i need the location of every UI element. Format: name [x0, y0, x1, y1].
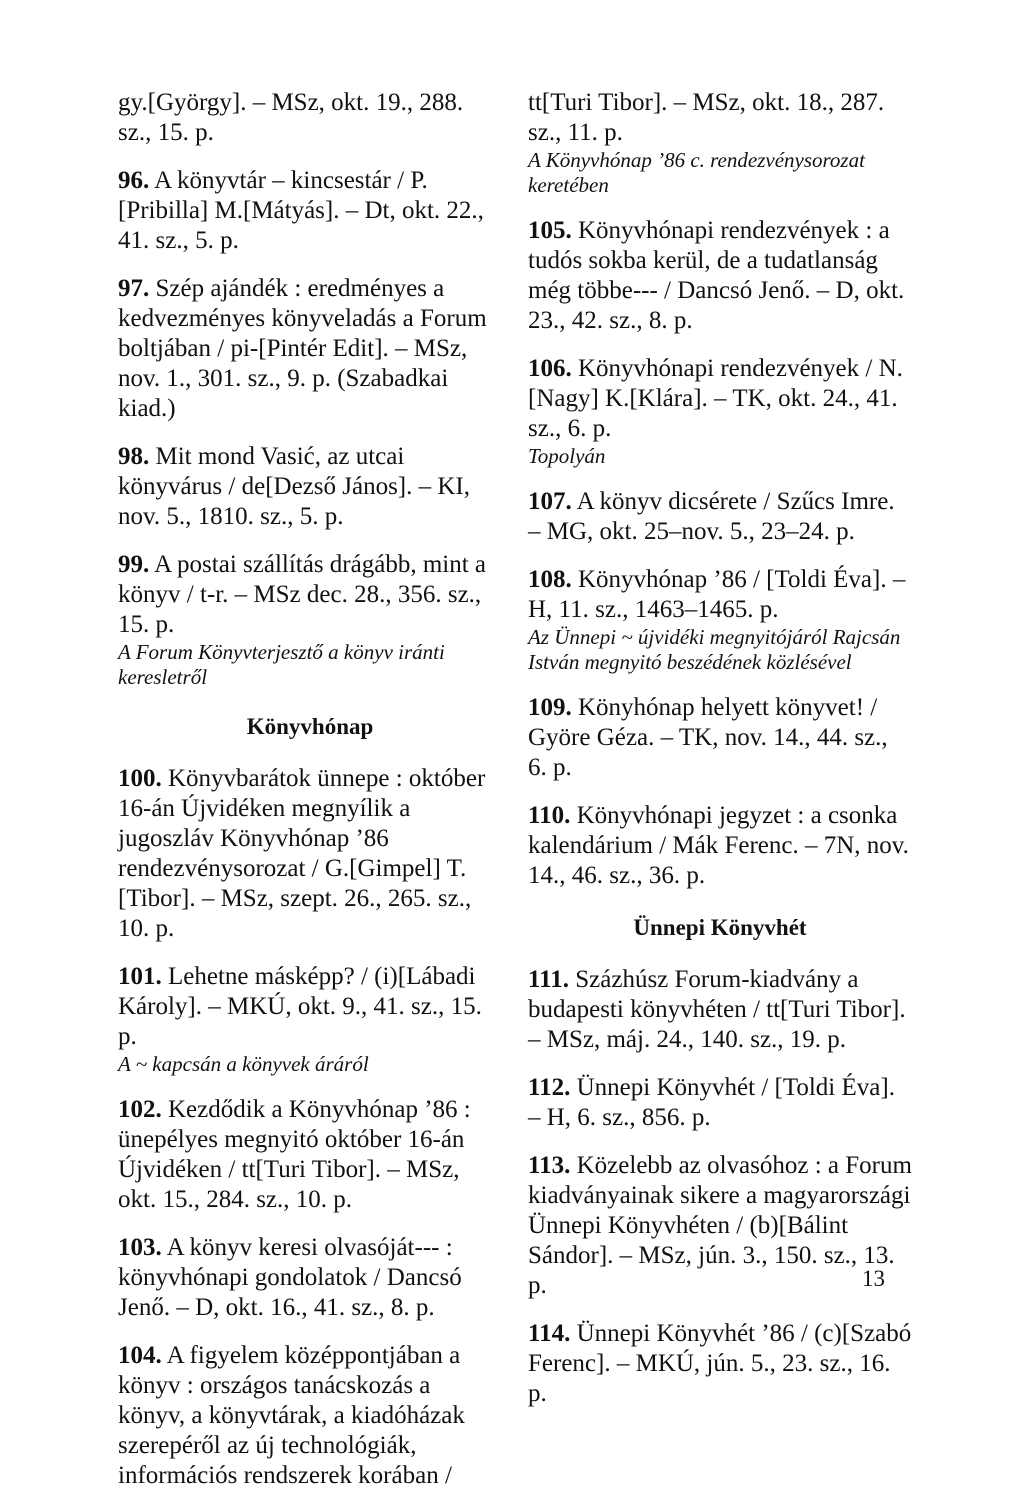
entry-number: 97.: [118, 275, 150, 302]
entry-citation: A könyv dicsérete / Szűcs Imre. – MG, okt. 25–nov. 5., 23–24. p.: [528, 488, 895, 545]
bibliography-entry: [528, 693, 912, 783]
entry-text-line: [528, 1151, 912, 1301]
entry-text-line: [118, 764, 502, 944]
entry-number: 106.: [528, 355, 572, 382]
entry-citation: A figyelem középpontjában a könyv : országos tanácskozás a könyv, a könyvtárak, a kiadóházak szerepéről az új technológiák, információs rendszerek korában /: [118, 1342, 465, 1489]
entry-citation: Mit mond Vasić, az utcai könyvárus / de[Dezső János]. – KI, nov. 5., 1810. sz., 5. p.: [118, 443, 471, 530]
entry-text-line: [528, 693, 912, 783]
bibliography-entry: [118, 1095, 502, 1215]
bibliography-entry: [118, 274, 502, 424]
bibliography-entry: [528, 965, 912, 1055]
entry-text-line: [528, 88, 912, 148]
entry-citation: Könyvhónapi rendezvények : a tudós sokba kerül, de a tudatlanság még többe--- / Dancsó Jenő. – D, okt. 23., 42. sz., 8. p.: [528, 217, 905, 334]
entry-text-line: [118, 88, 502, 148]
entry-citation: Közelebb az olvasóhoz : a Forum kiadványainak sikere a magyarországi Ünnepi Könyvhéten / (b)[Bálint Sándor]. – MSz, jún. 3., 150. sz., 13. p.: [528, 1152, 912, 1299]
entry-number: 96.: [118, 167, 150, 194]
bibliography-entry: [528, 801, 912, 891]
entry-text-line: [528, 487, 912, 547]
entry-citation: A könyv keresi olvasóját--- : könyvhónapi gondolatok / Dancsó Jenő. – D, okt. 16., 41. sz., 8. p.: [118, 1234, 462, 1321]
left-column: [118, 88, 502, 1509]
bibliography-entry: [118, 166, 502, 256]
entry-number: 102.: [118, 1096, 162, 1123]
entry-number: 98.: [118, 443, 150, 470]
entry-text-line: [118, 166, 502, 256]
bibliography-entry: [528, 88, 912, 198]
bibliography-entry: [118, 88, 502, 148]
entry-text-line: [118, 1233, 502, 1323]
entry-text-line: [118, 962, 502, 1052]
entry-text-line: [528, 1073, 912, 1133]
entry-text-line: [118, 274, 502, 424]
entry-text-line: [118, 442, 502, 532]
bibliography-entry: [118, 962, 502, 1077]
entry-annotation: Az Ünnepi ~ újvidéki megnyitójáról Rajcsán István megnyitó beszédének közlésével: [528, 625, 901, 674]
bibliography-entry: [528, 1151, 912, 1301]
entry-citation: Ünnepi Könyvhét ’86 / (c)[Szabó Ferenc]. – MKÚ, jún. 5., 23. sz., 16. p.: [528, 1320, 912, 1407]
page-number: 13: [862, 1266, 885, 1291]
entry-annotation: A Könyvhónap ’86 c. rendezvénysorozat keretében: [528, 148, 865, 197]
entry-text-line: [528, 965, 912, 1055]
entry-text-line: [118, 1095, 502, 1215]
section-heading: Ünnepi Könyvhét: [633, 915, 807, 940]
entry-number: 100.: [118, 765, 162, 792]
entry-citation: A könyvtár – kincsestár / P.[Pribilla] M.[Mátyás]. – Dt, okt. 22., 41. sz., 5. p.: [118, 167, 484, 254]
right-column: [528, 88, 912, 1427]
entry-number: 114.: [528, 1320, 571, 1347]
entry-number: 101.: [118, 963, 162, 990]
entry-citation: Százhúsz Forum-kiadvány a budapesti könyvhéten / tt[Turi Tibor]. – MSz, máj. 24., 140. sz., 19. p.: [528, 966, 906, 1053]
entry-citation: tt[Turi Tibor]. – MSz, okt. 18., 287. sz., 11. p.: [528, 89, 885, 146]
bibliography-entry: [118, 550, 502, 690]
bibliography-entry: [118, 1341, 502, 1491]
entry-text-line: [528, 354, 912, 444]
entry-text-line: [118, 550, 502, 640]
section-heading: Könyvhónap: [246, 714, 374, 739]
bibliography-entry: [528, 1319, 912, 1409]
bibliography-entry: [528, 1073, 912, 1133]
entry-text-line: [528, 565, 912, 625]
entry-citation: Könyhónap helyett könyvet! / Györe Géza. – TK, nov. 14., 44. sz., 6. p.: [528, 694, 888, 781]
entry-annotation: Topolyán: [528, 444, 606, 468]
entry-annotation: A Forum Könyvterjesztő a könyv iránti keresletről: [118, 640, 445, 689]
bibliography-entry: [528, 354, 912, 469]
entry-citation: Könyvhónapi rendezvények / N.[Nagy] K.[Klára]. – TK, okt. 24., 41. sz., 6. p.: [528, 355, 903, 442]
entry-citation: Könyvhónap ’86 / [Toldi Éva]. – H, 11. sz., 1463–1465. p.: [528, 566, 906, 623]
entry-citation: Szép ajándék : eredményes a kedvezményes könyveladás a Forum boltjában / pi-[Pintér Edit]. – MSz, nov. 1., 301. sz., 9. p. (Szabadkai kiad.): [118, 275, 487, 422]
entry-citation: Kezdődik a Könyvhónap ’86 : ünepélyes megnyitó október 16-án Újvidéken / tt[Turi Tibor]. – MSz, okt. 15., 284. sz., 10. p.: [118, 1096, 471, 1213]
entry-number: 109.: [528, 694, 572, 721]
bibliography-entry: [118, 1233, 502, 1323]
entry-number: 108.: [528, 566, 572, 593]
bibliography-entry: [118, 442, 502, 532]
entry-citation: gy.[György]. – MSz, okt. 19., 288. sz., 15. p.: [118, 89, 464, 146]
entry-number: 112.: [528, 1074, 571, 1101]
entry-number: 105.: [528, 217, 572, 244]
bibliography-entry: [528, 565, 912, 675]
entry-text-line: [528, 216, 912, 336]
entry-citation: A postai szállítás drágább, mint a könyv / t-r. – MSz dec. 28., 356. sz., 15. p.: [118, 551, 486, 638]
entry-number: 103.: [118, 1234, 162, 1261]
entry-text-line: [528, 1319, 912, 1409]
entry-number: 110.: [528, 802, 571, 829]
entry-text-line: [118, 1341, 502, 1491]
bibliography-entry: [528, 216, 912, 336]
bibliography-entry: [118, 764, 502, 944]
entry-number: 111.: [528, 966, 569, 993]
entry-citation: Ünnepi Könyvhét / [Toldi Éva]. – H, 6. sz., 856. p.: [528, 1074, 895, 1131]
bibliography-entry: [528, 487, 912, 547]
entry-number: 107.: [528, 488, 572, 515]
entry-text-line: [528, 801, 912, 891]
entry-citation: Lehetne másképp? / (i)[Lábadi Károly]. – MKÚ, okt. 9., 41. sz., 15. p.: [118, 963, 482, 1050]
entry-annotation: A ~ kapcsán a könyvek áráról: [118, 1052, 369, 1076]
entry-citation: Könyvbarátok ünnepe : október 16-án Újvidéken megnyílik a jugoszláv Könyvhónap ’86 rendezvénysorozat / G.[Gimpel] T.[Tibor]. – MSz, szept. 26., 265. sz., 10. p.: [118, 765, 486, 942]
entry-citation: Könyvhónapi jegyzet : a csonka kalendárium / Mák Ferenc. – 7N, nov. 14., 46. sz., 36. p.: [528, 802, 909, 889]
entry-number: 99.: [118, 551, 150, 578]
entry-number: 113.: [528, 1152, 571, 1179]
entry-number: 104.: [118, 1342, 162, 1369]
